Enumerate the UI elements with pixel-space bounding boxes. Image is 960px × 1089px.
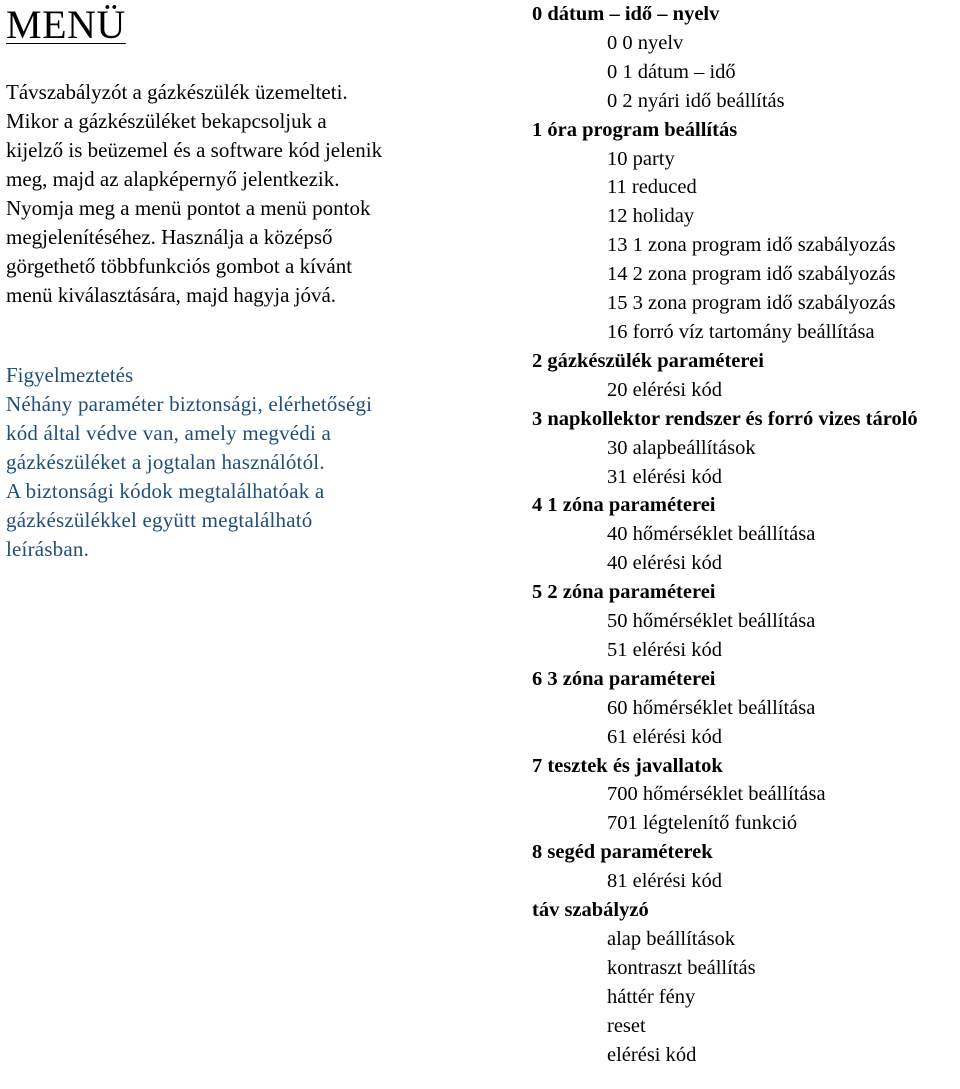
warning-text bbox=[6, 390, 476, 564]
menu-item: 16 forró víz tartomány beállítása bbox=[607, 320, 875, 343]
menu-item: 15 3 zona program idő szabályozás bbox=[607, 292, 896, 315]
menu-item: 81 elérési kód bbox=[607, 870, 722, 893]
intro-line: menü kiválasztására, majd hagyja jóvá. bbox=[6, 283, 337, 307]
menu-item: 701 légtelenítő funkció bbox=[607, 812, 798, 835]
menu-section-4: 4 1 zóna paraméterei bbox=[532, 494, 716, 517]
menu-item: 30 alapbeállítások bbox=[607, 436, 756, 459]
menu-item: 61 elérési kód bbox=[607, 725, 722, 748]
menu-section-5: 5 2 zóna paraméterei bbox=[532, 581, 716, 604]
left-column bbox=[6, 0, 476, 564]
menu-section-0: 0 dátum – idő – nyelv bbox=[532, 3, 720, 25]
intro-line: Mikor a gázkészüléket bekapcsoljuk a bbox=[6, 109, 327, 133]
menu-item: 11 reduced bbox=[607, 176, 697, 199]
intro-text bbox=[6, 78, 476, 310]
menu-item: 0 2 nyári idő beállítás bbox=[607, 89, 785, 112]
menu-section-8: 8 segéd paraméterek bbox=[532, 841, 713, 864]
menu-item: kontraszt beállítás bbox=[607, 956, 756, 979]
menu-item: 0 1 dátum – idő bbox=[607, 60, 736, 83]
warning-line: gázkészüléket a jogtalan használótól. bbox=[6, 450, 325, 474]
menu-item: 20 elérési kód bbox=[607, 378, 722, 401]
menu-section-6: 6 3 zóna paraméterei bbox=[532, 667, 716, 690]
menu-item: háttér fény bbox=[607, 985, 696, 1008]
warning-line: gázkészülékkel együtt megtalálható bbox=[6, 508, 313, 532]
menu-item: 12 holiday bbox=[607, 205, 695, 228]
warning-line: kód által védve van, amely megvédi a bbox=[6, 421, 331, 445]
menu-section-2: 2 gázkészülék paraméterei bbox=[532, 349, 764, 372]
page-title: MENÜ bbox=[6, 2, 126, 47]
menu-item: 51 elérési kód bbox=[607, 638, 722, 661]
intro-line: meg, majd az alapképernyő jelentkezik. bbox=[6, 167, 340, 191]
menu-section-9: táv szabályzó bbox=[532, 899, 649, 922]
menu-section-3: 3 napkollektor rendszer és forró vizes tároló bbox=[532, 407, 918, 430]
menu-item: elérési kód bbox=[607, 1043, 697, 1066]
menu-item: 13 1 zona program idő szabályozás bbox=[607, 234, 896, 257]
intro-line: Távszabályzót a gázkészülék üzemelteti. bbox=[6, 80, 348, 104]
intro-line: kijelző is beüzemel és a software kód jelenik bbox=[6, 138, 383, 162]
menu-item: 10 party bbox=[607, 147, 675, 170]
menu-item: 40 hőmérséklet beállítása bbox=[607, 523, 816, 546]
menu-item: 40 elérési kód bbox=[607, 552, 722, 575]
menu-section-7: 7 tesztek és javallatok bbox=[532, 754, 723, 777]
menu-item: 700 hőmérséklet beállítása bbox=[607, 783, 826, 806]
warning-line: leírásban. bbox=[6, 537, 90, 561]
menu-item: reset bbox=[607, 1014, 646, 1037]
intro-line: görgethető többfunkciós gombot a kívánt bbox=[6, 254, 353, 278]
warning-title: Figyelmeztetés bbox=[6, 363, 134, 387]
menu-section-1: 1 óra program beállítás bbox=[532, 118, 738, 141]
menu-tree bbox=[532, 0, 958, 1070]
intro-line: Nyomja meg a menü pontot a menü pontok bbox=[6, 196, 371, 220]
menu-item: 31 elérési kód bbox=[607, 465, 722, 488]
menu-item: 50 hőmérséklet beállítása bbox=[607, 610, 816, 633]
menu-item: 14 2 zona program idő szabályozás bbox=[607, 263, 896, 286]
menu-item: 60 hőmérséklet beállítása bbox=[607, 696, 816, 719]
warning-line: A biztonsági kódok megtalálhatóak a bbox=[6, 479, 325, 503]
menu-item: alap beállítások bbox=[607, 928, 736, 950]
intro-line: megjelenítéséhez. Használja a középső bbox=[6, 225, 333, 249]
menu-item: 0 0 nyelv bbox=[607, 31, 684, 54]
warning-line: Néhány paraméter biztonsági, elérhetőségi bbox=[6, 392, 373, 416]
